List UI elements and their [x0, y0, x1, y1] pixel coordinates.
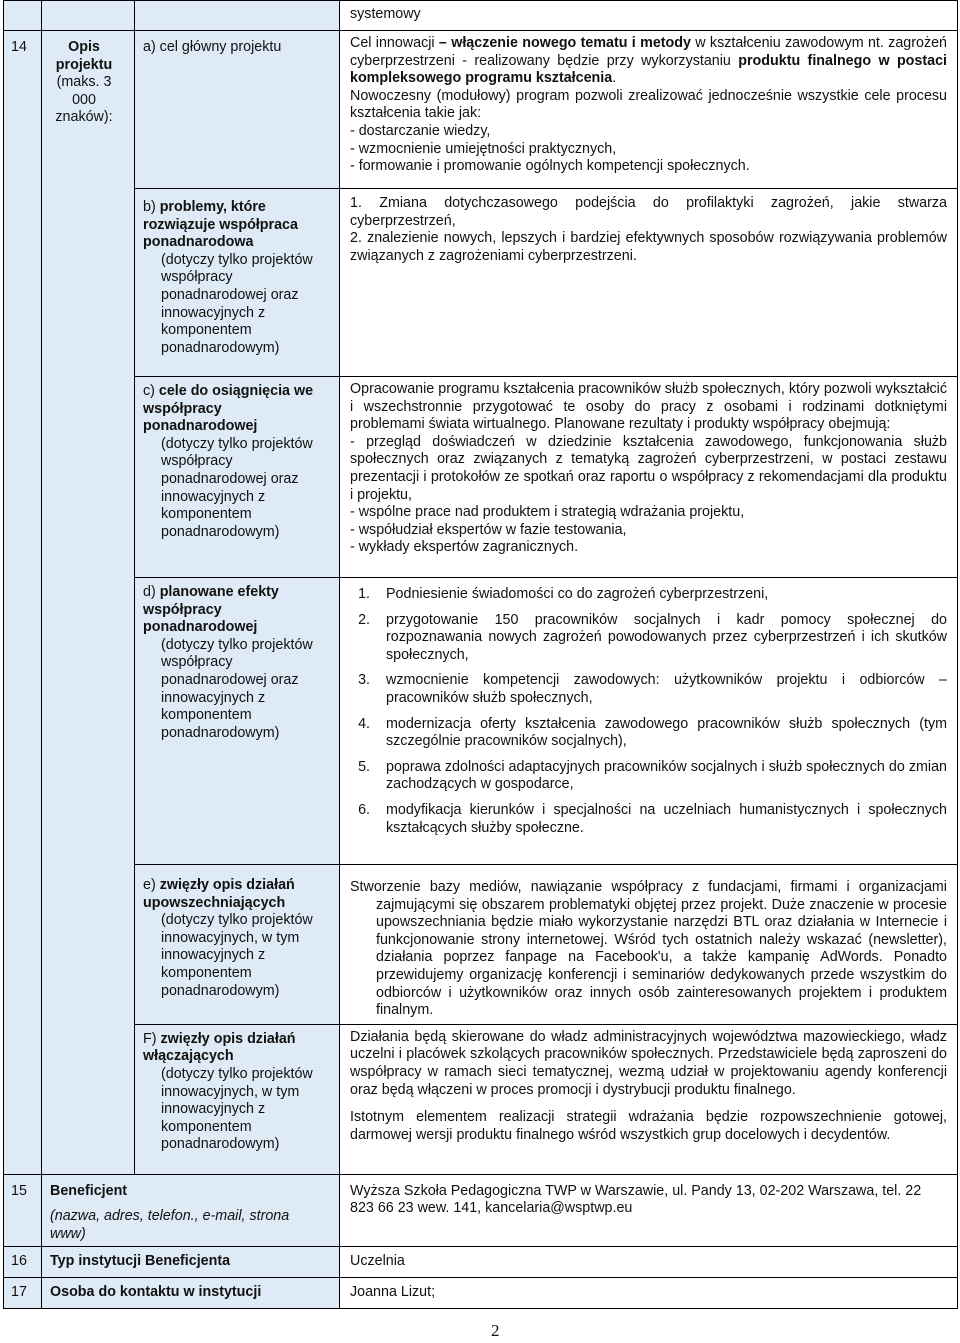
- row14c-paragraph: Opracowanie programu kształcenia pracowników służb społecznych, który pozwoli wykształcić i wszechstronnie przygotować te osoby do pracy z osobami i rodzinami dotkniętymi problemami świata wirtualnego. Planowane rezultaty i produkty współpracy obejmują:: [350, 381, 947, 433]
- row14d-effect-item: 4. modernizacja oferty kształcenia zawodowego pracowników służb społecznych (tym szczególnie pracowników socjalnych),: [374, 716, 947, 751]
- row14a-paragraph-1: Cel innowacji – włączenie nowego tematu i metody w kształceniu zawodowym nt. zagrożeń cyberprzestrzeni - realizowany będzie przy wykorzystaniu produktu finalnego w postaci kompleksowego programu kształcenia.: [350, 35, 947, 87]
- row-top-value: [340, 1, 958, 31]
- row14c-item: - współudział ekspertów w fazie testowania,: [350, 521, 627, 538]
- row14c-note: (dotyczy tylko projektów współpracy ponadnarodowej oraz innowacyjnych z komponentem ponadnarodowym): [161, 435, 313, 540]
- row14e-note: (dotyczy tylko projektów innowacyjnych, w tym innowacyjnych z komponentem ponadnarodowym): [161, 912, 313, 999]
- row14-label-title: Opis projektu: [55, 39, 113, 73]
- row-14a: [4, 31, 958, 189]
- row14f-sublabel-cell: [135, 1024, 340, 1174]
- row14b-content: [340, 189, 958, 377]
- row15-number: 15: [11, 1182, 27, 1199]
- row17-label: Osoba do kontaktu w instytucji: [50, 1283, 262, 1300]
- row14f-content: [340, 1024, 958, 1174]
- row14b-item: 1. Zmiana dotychczasowego podejścia do profilaktyki zagrożeń, jakie stwarza cyberprzestrzeń,: [350, 195, 947, 229]
- row14b-item: 2. znalezienie nowych, lepszych i bardziej efektywnych sposobów rozwiązywania problemów związanych z zagrożeniami cyberprzestrzeni.: [350, 230, 947, 264]
- row16-number: 16: [11, 1252, 27, 1269]
- row16-value-cell: [340, 1246, 958, 1277]
- row15-value-cell: [340, 1174, 958, 1246]
- row17-number-cell: [4, 1277, 42, 1308]
- row14f-paragraph-1: Działania będą skierowane do władz administracyjnych województwa mazowieckiego, władz uczelni i placówek szkolących pracowników społecznych. Przedstawiciele będą zaproszeni do współpracy w ramach sieci tematycznej, wezmą udział w projektowaniu agendy konferencji oraz będą włączeni w proces promocji i dystrybucji produktu finalnego.: [350, 1028, 947, 1098]
- row14-label-note: (maks. 3 000 znaków):: [55, 74, 113, 126]
- row14a-paragraph-2: Nowoczesny (modułowy) program pozwoli zrealizować jednocześnie wszystkie cele procesu kształcenia takie jak:: [350, 87, 947, 122]
- row-15: [4, 1174, 958, 1246]
- row14d-content: [340, 578, 958, 865]
- row14f-note: (dotyczy tylko projektów innowacyjnych, w tym innowacyjnych z komponentem ponadnarodowym): [161, 1065, 313, 1153]
- row14d-effect-item: 2. przygotowanie 150 pracowników socjalnych i kadr pomocy społecznej do rozpoznawania nowych zagrożeń powodowanych przez cyberprzestrzeń i ich skutków społecznych,: [374, 612, 947, 665]
- row-14d: [4, 578, 958, 865]
- row-16: [4, 1246, 958, 1277]
- row-17: [4, 1277, 958, 1308]
- row-top-num: [4, 1, 42, 31]
- row-14c: [4, 377, 958, 578]
- row14e-sublabel-cell: [135, 865, 340, 1025]
- row14-number: 14: [11, 39, 27, 55]
- row16-label-cell: [42, 1246, 340, 1277]
- row14e-paragraph: Stworzenie bazy mediów, nawiązanie współpracy z fundacjami, firmami i organizacjami zajmującymi się obszarem problematyki objętej przez projekt. Duże znaczenie w procesie upowszechniania będzie miało wykorzystanie narzędzi BTL oraz działania w Internecie i funkcjonowanie strony internetowej. Wśród tych ostatnich należy wskazać (newsletter), działania poprzez fanpage na Facebook'u, a także kampanię AdWords. Ponadto przewidujemy organizację konferencji i seminariów dedykowanych przede wszystkim do odbiorców i użytkowników oraz innych osób zainteresowanych projektem i produktem finalnym.: [350, 879, 947, 1019]
- row14c-item: - wykłady ekspertów zagranicznych.: [350, 539, 579, 556]
- row-top-text: systemowy: [350, 6, 421, 22]
- project-form-table: [3, 0, 958, 1309]
- row14d-effect-item: 1. Podniesienie świadomości co do zagrożeń cyberprzestrzeni,: [374, 586, 947, 604]
- row17-number: 17: [11, 1283, 27, 1300]
- row15-label-cell: [42, 1174, 340, 1246]
- row14d-note: (dotyczy tylko projektów współpracy ponadnarodowej oraz innowacyjnych z komponentem ponadnarodowym): [161, 636, 313, 741]
- row-top-sublabel: [135, 1, 340, 31]
- row14d-effects-list: [350, 586, 947, 837]
- row17-value: Joanna Lizut;: [350, 1283, 436, 1300]
- row14c-label: c) cele do osiągnięcia we współpracy ponadnarodowej: [143, 383, 314, 435]
- row14e-label: e) zwięzły opis działań upowszechniających: [143, 877, 295, 911]
- row14c-item: - przegląd doświadczeń w dziedzinie kształcenia zawodowego, funkcjonowania służb społecznych oraz związanych z tematyką zagrożeń cyberprzestrzeni, w postaci zestawu prezentacji i protokołów ze spotkań oraz raportu o współpracy z rekomendacjami dla produktu i projektu,: [350, 433, 947, 503]
- row-14b: [4, 189, 958, 377]
- row15-value: Wyższa Szkoła Pedagogiczna TWP w Warszawie, ul. Pandy 13, 02-202 Warszawa, tel. 22 823 66 23 wew. 141, kancelaria@wsptwp.eu: [350, 1182, 922, 1217]
- row17-label-cell: [42, 1277, 340, 1308]
- row16-value: Uczelnia: [350, 1252, 405, 1269]
- row14b-label: b) problemy, które rozwiązuje współpraca ponadnarodowa: [143, 199, 298, 251]
- row14d-label: d) planowane efekty współpracy ponadnarodowej: [143, 584, 279, 636]
- row14f-paragraph-2: Istotnym elementem realizacji strategii wdrażania będzie rozpowszechnienie gotowej, darmowej wersji produktu finalnego wśród wszystkich grup docelowych i decydentów.: [350, 1109, 947, 1143]
- row14c-sublabel-cell: [135, 377, 340, 578]
- row14-label-cell: [42, 31, 135, 1175]
- row-top-label: [42, 1, 135, 31]
- row14c-content: [340, 377, 958, 578]
- row14a-content: [340, 31, 958, 189]
- row17-value-cell: [340, 1277, 958, 1308]
- row16-number-cell: [4, 1246, 42, 1277]
- row14-number-cell: [4, 31, 42, 1175]
- row14e-content: [340, 865, 958, 1025]
- row-14f: [4, 1024, 958, 1174]
- row14a-item: - wzmocnienie umiejętności praktycznych,: [350, 140, 617, 157]
- row14d-effect-item: 5. poprawa zdolności adaptacyjnych pracowników socjalnych i służb społecznych do zmian zachodzących w gospodarce,: [374, 759, 947, 794]
- row14a-label: a) cel główny projektu: [143, 39, 282, 55]
- row14b-sublabel-cell: [135, 189, 340, 377]
- row16-label: Typ instytucji Beneficjenta: [50, 1252, 231, 1269]
- row14d-effect-item: 6. modyfikacja kierunków i specjalności na uczelniach humanistycznych i społecznych kształcących służby społeczne.: [374, 802, 947, 837]
- row-top: [4, 1, 958, 31]
- row-14e: [4, 865, 958, 1025]
- row14a-sublabel-cell: [135, 31, 340, 189]
- row15-number-cell: [4, 1174, 42, 1246]
- row14c-item: - wspólne prace nad produktem i strategią wdrażania projektu,: [350, 504, 745, 521]
- row14d-sublabel-cell: [135, 578, 340, 865]
- row15-label-title: Beneficjent: [50, 1182, 128, 1199]
- row14b-note: (dotyczy tylko projektów współpracy ponadnarodowej oraz innowacyjnych z komponentem ponadnarodowym): [161, 251, 313, 356]
- row14f-label: F) zwięzły opis działań włączających: [143, 1030, 296, 1065]
- page-number: 2: [491, 1321, 500, 1340]
- row14a-item: - dostarczanie wiedzy,: [350, 122, 491, 139]
- row14d-effect-item: 3. wzmocnienie kompetencji zawodowych: użytkowników projektu i odbiorców – pracowników służb społecznych,: [374, 672, 947, 707]
- row14a-item: - formowanie i promowanie ogólnych kompetencji społecznych.: [350, 158, 750, 175]
- row15-label-note: (nazwa, adres, telefon., e-mail, strona www): [50, 1208, 290, 1242]
